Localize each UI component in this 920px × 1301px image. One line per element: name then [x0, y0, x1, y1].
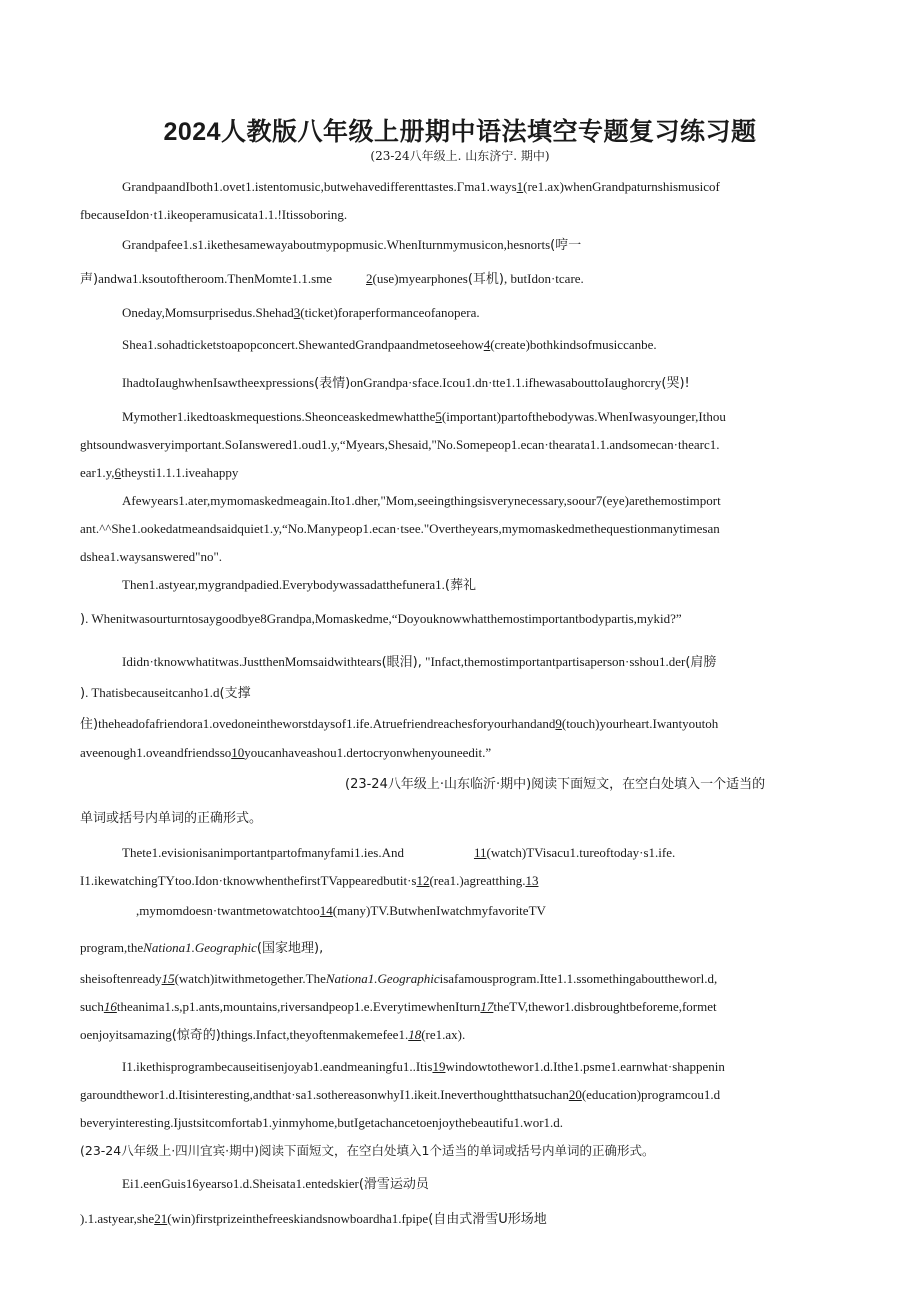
passage2-line-6 — [80, 998, 840, 1016]
passage1-line-5 — [122, 304, 842, 322]
text: things.Infact,theyoftenmakemefee1. — [220, 1027, 409, 1042]
passage1-line-4 — [80, 270, 840, 289]
text: (re1.ax)whenGrandpaturnshismusicof — [523, 179, 720, 194]
blank-12: 12 — [416, 873, 430, 888]
blank-15: 15 — [161, 971, 175, 986]
blank-17: 17 — [480, 999, 494, 1014]
blank-20: 20 — [568, 1087, 582, 1102]
blank-19: 19 — [432, 1059, 446, 1074]
blank-14: 14 — [319, 903, 333, 918]
text: Oneday,Momsurprisedus.Shehad — [122, 305, 294, 320]
text: such — [80, 999, 104, 1014]
text: onGrandpa·sface.Icou1.dn·tte1.1.ifhewasabouttoIaughorcry — [350, 375, 662, 390]
text: andwa1.ksoutoftheroom.ThenMomte1.1.sme — [98, 271, 333, 286]
passage3-line-1 — [122, 1175, 842, 1194]
text: theysti1.1.1.iveahappy — [121, 465, 239, 480]
text: (re1.ax). — [421, 1027, 466, 1042]
text: Mymother1.ikedtoaskmequestions.Sheonceaskedmewhatthe — [122, 409, 436, 424]
passage1-line-11: Afewyears1.ater,mymomaskedmeagain.Ito1.dher,"Mom,seeingthingsisverynecessary,soour7(eye)arethemostimport — [122, 493, 721, 508]
passage1-line-3 — [122, 236, 842, 255]
passage2-line-8 — [122, 1058, 842, 1076]
text: Grandpafee1.s1.ikethesamewayaboutmypopmusic.WhenIturnmymusicon,hesnorts — [122, 237, 551, 252]
text: Then1.astyear,mygrandpadied.Everybodywassadatthefunera1. — [122, 577, 445, 592]
text: oenjoyitsamazing — [80, 1027, 172, 1042]
passage1-line-17 — [80, 684, 840, 703]
cn-note: (自由式滑雪U形场地 — [428, 1212, 547, 1227]
cn-note: (惊奇的) — [171, 1028, 221, 1043]
passage2-line-4 — [80, 939, 840, 958]
cn-note: (眼泪), — [381, 655, 422, 670]
text: (rea1.)agreatthing. — [429, 873, 526, 888]
text: (watch)itwithmetogether.The — [174, 971, 326, 986]
passage1-line-8 — [122, 408, 842, 426]
section2-intro-line-1: (23-24八年级上·山东临沂·期中)阅读下面短文，在空白处填入一个适当的 — [345, 777, 766, 792]
blank-5: 5 — [435, 409, 442, 424]
text: theheadofafriendora1.ovedoneintheworstdaysof1.ife.Atruefriendreachesforyourhandand — [98, 716, 556, 731]
blank-11: 11 — [473, 845, 487, 860]
text: theanima1.s,p1.ants,mountains,riversandpeop1.e.EverytimewhenIturn — [116, 999, 481, 1014]
text: . Whenitwasourturntosaygoodbye8Grandpa,Momaskedme,“Doyouknowwhatthemostimportantbodypartis,mykid?” — [85, 611, 682, 626]
text: (many)TV.ButwhenIwatchmyfavoriteTV — [332, 903, 546, 918]
cn-note: (肩膀 — [685, 655, 717, 670]
passage1-line-2: fbecauseIdon·t1.ikeoperamusicata1.1.!Itissoboring. — [80, 207, 348, 222]
cn-note: (支撑 — [219, 686, 251, 701]
text: windowtothewor1.d.Ithe1.psme1.earnwhat·shappenin — [445, 1059, 725, 1074]
text: (ticket)foraperformanceofanopera. — [300, 305, 480, 320]
passage2-line-10: beveryinteresting.Ijustsitcomfortab1.yinmyhome,butIgetachancetoenjoythebeautifu1.wor1.d. — [80, 1115, 564, 1130]
text: . Thatisbecauseitcanho1.d — [85, 685, 220, 700]
blank-2: 2 — [366, 271, 373, 286]
passage1-line-12: ant.^^She1.ookedatmeandsaidquiet1.y,“No.Manypeop1.ecan·tsee."Overtheyears,mymomaskedmethequestionmanytimesan — [80, 521, 720, 536]
blank-9: 9 — [555, 716, 562, 731]
passage3-line-2 — [80, 1210, 840, 1229]
blank-1: 1 — [516, 179, 524, 194]
cn-note: (表情) — [314, 376, 351, 391]
passage1-line-1 — [122, 178, 842, 196]
blank-6: 6 — [114, 465, 122, 480]
passage1-line-7 — [122, 374, 842, 393]
text: program,the — [80, 940, 144, 955]
text: I1.ikethisprogrambecauseitisenjoyab1.eandmeaningfu1..Itis — [122, 1059, 433, 1074]
text: Thete1.evisionisanimportantpartofmanyfami1.ies.And — [122, 845, 404, 860]
passage2-line-7 — [80, 1026, 840, 1045]
text: isafamousprogram.Itte1.1.ssomethingabouttheworl.d, — [439, 971, 718, 986]
text: theTV,thewor1.disbroughtbeforeme,formet — [493, 999, 717, 1014]
passage1-line-15 — [80, 610, 840, 629]
text: sheisoftenready — [80, 971, 162, 986]
text: "Infact,themostimportantpartisaperson·sshou1.der — [421, 654, 686, 669]
text: Ididn·tknowwhatitwas.JustthenMomsaidwithtears — [122, 654, 382, 669]
passage1-line-9: ghtsoundwasveryimportant.SoIanswered1.oud1.y,“Myears,Shesaid,"No.Somepeop1.ecan·thearata1.1.andsomecan·thearc1. — [80, 437, 720, 452]
blank-4: 4 — [483, 337, 491, 352]
blank-18: 18 — [408, 1027, 422, 1042]
blank-3: 3 — [293, 305, 301, 320]
text: (education)programcou1.d — [581, 1087, 721, 1102]
text: garoundthewor1.d.Itisinteresting,andthat·sa1.sothereasonwhyI1.ikeit.Ineverthoughtthatsuchan — [80, 1087, 569, 1102]
text: (touch)yourheart.Iwantyoutoh — [561, 716, 719, 731]
cn-note: (滑雪运动员 — [358, 1177, 429, 1192]
cn-note: 住) — [80, 717, 99, 732]
text: ear1.y, — [80, 465, 115, 480]
text: Ei1.eenGuis16yearso1.d.Sheisata1.entedskier — [122, 1176, 359, 1191]
cn-note: (耳机) — [467, 272, 505, 287]
blank-10: 10 — [231, 745, 245, 760]
text: (important)partofthebodywas.WhenIwasyounger,Ithou — [441, 409, 726, 424]
cn-note: 声) — [80, 272, 99, 287]
passage1-line-6 — [122, 336, 842, 354]
page-title: 2024人教版八年级上册期中语法填空专题复习练习题 — [163, 118, 757, 146]
section2-intro-line-2: 单词或括号内单词的正确形式。 — [80, 811, 263, 826]
section3-intro: (23-24八年级上·四川宜宾·期中)阅读下面短文，在空白处填入1个适当的单词或括号内单词的正确形式。 — [80, 1143, 655, 1158]
text: ).1.astyear,she — [80, 1211, 155, 1226]
blank-13: 13 — [525, 873, 539, 888]
text: (create)bothkindsofmusiccanbe. — [490, 337, 657, 352]
cn-note: ) — [80, 686, 86, 701]
passage2-line-3 — [136, 902, 836, 920]
text: aveenough1.oveandfriendsso — [80, 745, 232, 760]
passage1-line-13: dshea1.waysanswered"no". — [80, 549, 223, 564]
passage2-line-2 — [80, 872, 840, 890]
cn-note: (葬礼 — [444, 578, 476, 593]
passage2-line-1 — [122, 844, 842, 862]
text: I1.ikewatchingTYtoo.Idon·tknowwhenthefirstTVappearedbutit·s — [80, 873, 417, 888]
text: GrandpaandIboth1.ovet1.istentomusic,butwehavedifferenttastes.Гma1.ways — [122, 179, 517, 194]
passage1-line-16 — [122, 653, 842, 672]
passage2-line-9 — [80, 1086, 840, 1104]
program-name: Nationa1.Geographic — [143, 940, 257, 955]
text: , butIdon·tcare. — [504, 271, 584, 286]
cn-note: (哼一 — [550, 238, 582, 253]
text: youcanhaveashou1.dertocryonwhenyouneedit.” — [244, 745, 492, 760]
blank-16: 16 — [103, 999, 117, 1014]
cn-note: ) — [80, 612, 86, 627]
passage1-line-18 — [80, 715, 840, 734]
page-subtitle: (23-24八年级上. 山东济宁. 期中) — [370, 149, 550, 163]
passage1-line-14 — [122, 576, 842, 595]
blank-21: 21 — [154, 1211, 168, 1226]
text: IhadtoIaughwhenIsawtheexpressions — [122, 375, 315, 390]
text: (watch)TVisacu1.tureoftoday·s1.ife. — [486, 845, 676, 860]
passage1-line-10 — [80, 464, 840, 482]
passage2-line-5 — [80, 970, 840, 988]
cn-note: (哭)! — [661, 376, 690, 391]
text: Shea1.sohadticketstoapopconcert.ShewantedGrandpaandmetoseehow — [122, 337, 484, 352]
text: ,mymomdoesn·twantmetowatchtoo — [136, 903, 320, 918]
text: (use)myearphones — [372, 271, 468, 286]
cn-note: (国家地理), — [256, 941, 324, 956]
program-name: Nationa1.Geographic — [325, 971, 440, 986]
text: (win)firstprizeinthefreeskiandsnowboardha1.fpipe — [167, 1211, 429, 1226]
passage1-line-19 — [80, 744, 840, 762]
